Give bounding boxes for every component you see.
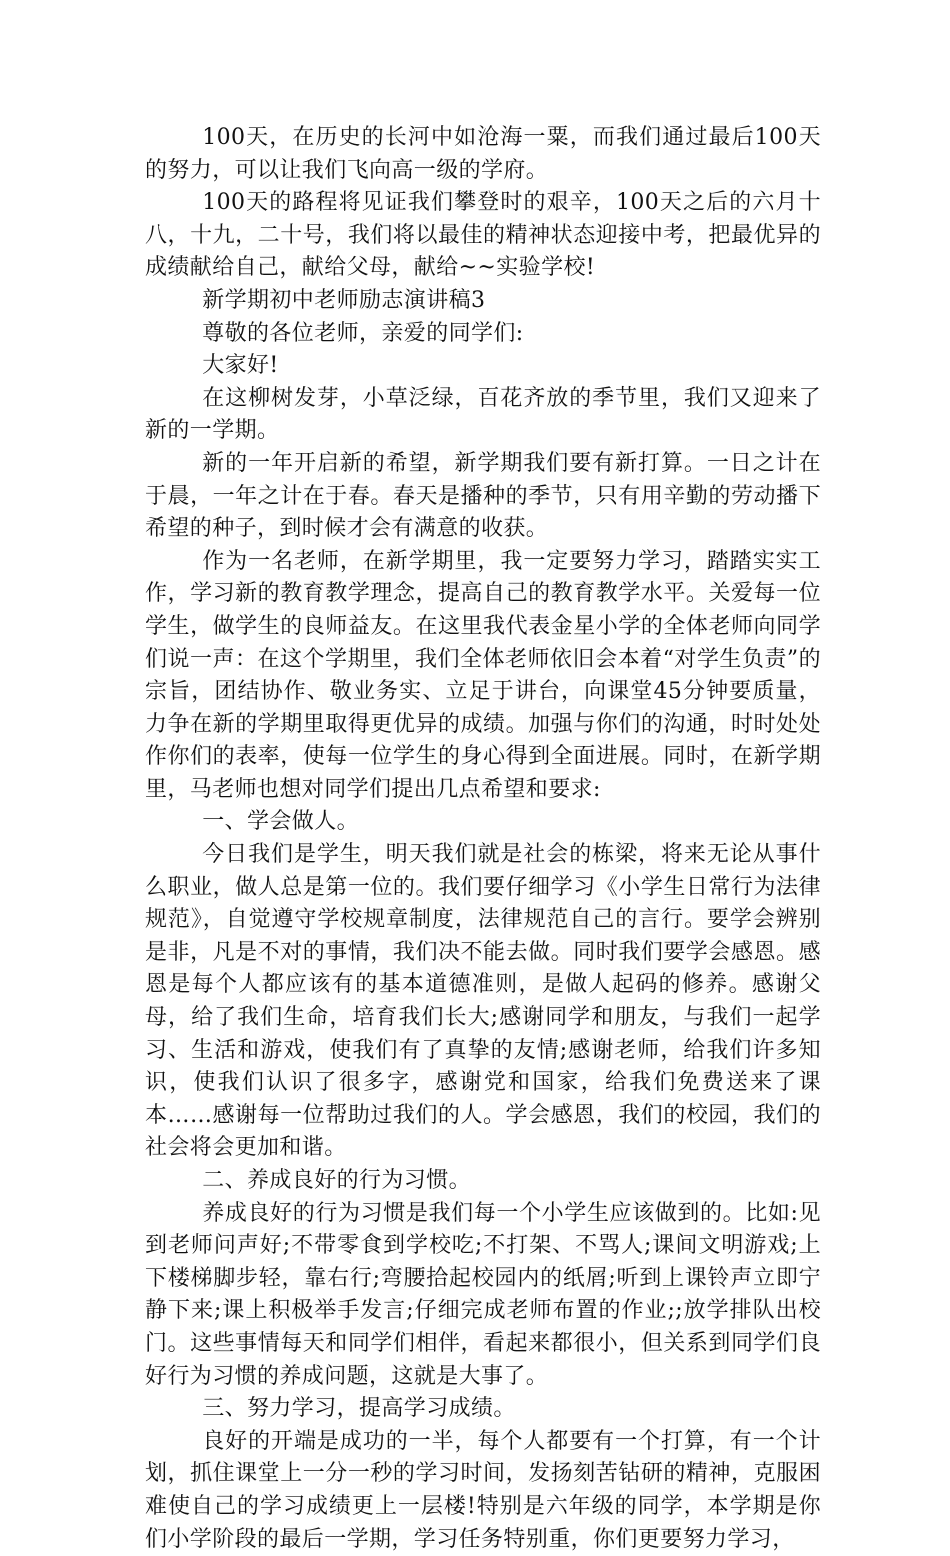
heading-point-3: 三、努力学习，提高学习成绩。 bbox=[202, 1396, 516, 1422]
paragraph-intro: 在这柳树发芽，小草泛绿，百花齐放的季节里，我们又迎来了新的一学期。 bbox=[145, 385, 821, 444]
greeting: 大家好! bbox=[202, 353, 279, 379]
paragraph-teacher: 作为一名老师，在新学期里，我一定要努力学习，踏踏实实工作，学习新的教育教学理念，提高自己的教育教学水平。关爱每一位学生，做学生的良师益友。在这里我代表金星小学的全体老师向同学们说一声：在这个学期里，我们全体老师依旧会本着“对学生负责”的宗旨，团结协作、敬业务实、立足于讲台，向课堂45分钟要质量，力争在新的学期里取得更优异的成绩。加强与你们的沟通，时时处处作你们的表率，使每一位学生的身心得到全面进展。同时，在新学期里，马老师也想对同学们提出几点希望和要求: bbox=[145, 548, 821, 802]
paragraph-2: 100天的路程将见证我们攀登时的艰辛，100天之后的六月十八，十九，二十号，我们将以最佳的精神状态迎接中考，把最优异的成绩献给自己，献给父母，献给~~实验学校! bbox=[145, 190, 821, 281]
document-body bbox=[145, 122, 821, 1556]
paragraph-new-year: 新的一年开启新的希望，新学期我们要有新打算。一日之计在于晨，一年之计在于春。春天是播种的季节，只有用辛勤的劳动播下希望的种子，到时候才会有满意的收获。 bbox=[145, 450, 821, 542]
section-title: 新学期初中老师励志演讲稿3 bbox=[202, 287, 486, 313]
paragraph-point-3: 良好的开端是成功的一半，每个人都要有一个打算，有一个计划，抓住课堂上一分一秒的学习时间，发扬刻苦钻研的精神，克服困难使自己的学习成绩更上一层楼!特别是六年级的同学，本学期是你们小学阶段的最后一学期，学习任务特别重，你们更要努力学习， bbox=[145, 1428, 821, 1552]
salutation: 尊敬的各位老师，亲爱的同学们: bbox=[202, 320, 524, 346]
paragraph-1: 100天，在历史的长河中如沧海一粟，而我们通过最后100天的努力，可以让我们飞向高一级的学府。 bbox=[145, 125, 821, 183]
paragraph-point-2: 养成良好的行为习惯是我们每一个小学生应该做到的。比如:见到老师问声好;不带零食到学校吃;不打架、不骂人;课间文明游戏;上下楼梯脚步轻，靠右行;弯腰拾起校园内的纸屑;听到上课铃声立即宁静下来;课上积极举手发言;仔细完成老师布置的作业;;放学排队出校门。这些事情每天和同学们相伴，看起来都很小，但关系到同学们良好行为习惯的养成问题，这就是大事了。 bbox=[145, 1200, 821, 1389]
heading-point-2: 二、养成良好的行为习惯。 bbox=[202, 1168, 471, 1193]
paragraph-point-1: 今日我们是学生，明天我们就是社会的栋梁，将来无论从事什么职业，做人总是第一位的。我们要仔细学习《小学生日常行为法律规范》，自觉遵守学校规章制度，法律规范自己的言行。要学会辨别是非，凡是不对的事情，我们决不能去做。同时我们要学会感恩。感恩是每个人都应该有的基本道德准则，是做人起码的修养。感谢父母，给了我们生命，培育我们长大;感谢同学和朋友，与我们一起学习、生活和游戏，使我们有了真挚的友情;感谢老师，给我们许多知识，使我们认识了很多字，感谢党和国家，给我们免费送来了课本……感谢每一位帮助过我们的人。学会感恩，我们的校园，我们的社会将会更加和谐。 bbox=[145, 842, 821, 1161]
heading-point-1: 一、学会做人。 bbox=[202, 809, 359, 835]
